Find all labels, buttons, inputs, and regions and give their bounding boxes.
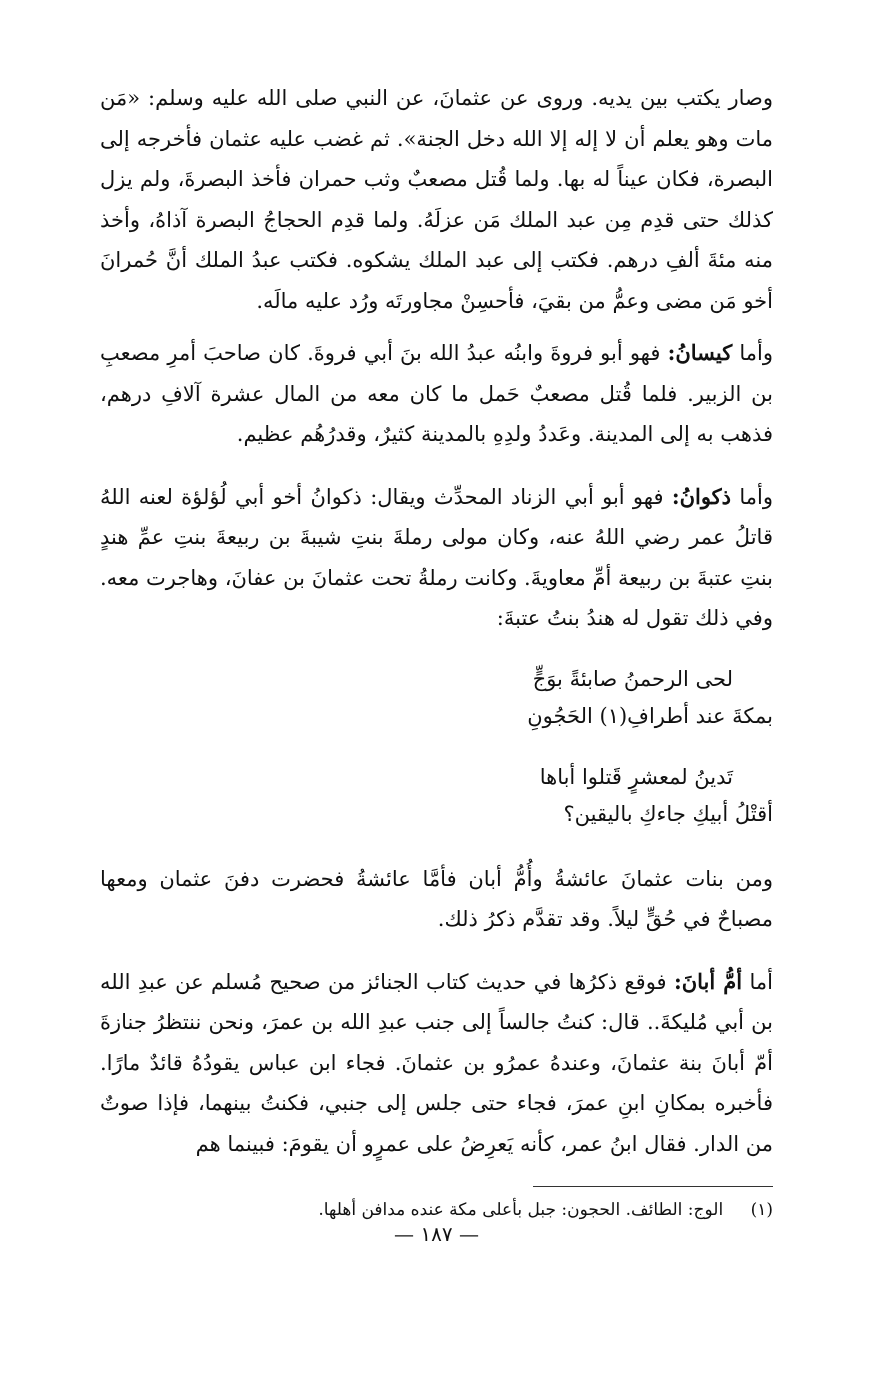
verse-first-hemistich: تَدينُ لمعشرٍ قَتلوا أباها: [539, 764, 733, 789]
poem: [100, 661, 773, 833]
paragraph-lead: أما: [749, 969, 773, 994]
person-name-dhakwan: ذكوانُ:: [671, 483, 732, 509]
paragraph-text: ومن بنات عثمانَ عائشةُ وأُمُّ أبان فأمَّا عائشةُ فحضرت دفنَ عثمان ومعها مصباحٌ في حُقٍّ ليلاً. وقد تقدَّم ذكرُ ذلك.: [100, 866, 773, 931]
paragraph-text: فهو أبو فروةَ وابنُه عبدُ الله بنَ أبي فروةَ. كان صاحبَ أمرِ مصعبِ بن الزبير. فلما قُتل مصعبٌ حَمل ما كان معه من المال عشرة آلافِ درهم، فذهب به إلى المدينة. وعَددُ ولدِهِ بالمدينة كثيرٌ، وقدرُهُم عظيم.: [100, 341, 773, 446]
paragraph-lead: وأما: [739, 484, 773, 509]
footnote-text: الوج: الطائف. الحجون: جبل بأعلى مكة عنده مدافن أهلها.: [318, 1200, 724, 1220]
paragraph-kaysan: [100, 333, 773, 455]
person-name-umm-aban: أمُّ أبانَ:: [673, 968, 743, 994]
paragraph-text: وصار يكتب بين يديه. وروى عن عثمانَ، عن النبي صلى الله عليه وسلم: «مَن مات وهو يعلم أن لا إله إلا الله دخل الجنة». ثم غضب عليه عثمان فأخرجه إلى البصرة، فكان عيناً له بها. ولما قُتل مصعبٌ وثب حمران فأخذ البصرةَ، ولم يزل كذلك حتى قدِم مِن عبد الملك مَن عزلَهُ. ولما قدِم الحجاجُ البصرة آذاهُ، وأخذ منه مئةَ ألفِ درهم. فكتب إلى عبد الملك يشكوه. فكتب عبدُ الملك أنَّ حُمرانَ أخو مَن مضى وعمُّ من بقيَ، فأحسِنْ مجاورتَه ورُد عليه مالَه.: [100, 86, 773, 313]
person-name-kaysan: كيسانُ:: [667, 340, 733, 365]
paragraph-dhakwan: [100, 477, 773, 639]
paragraph-humran: [100, 78, 773, 321]
footnote: [100, 1195, 773, 1225]
page-number: — ١٨٧ —: [394, 1222, 479, 1246]
footnote-divider: [533, 1186, 773, 1187]
verse-second-hemistich: بمكةَ عند أطرافِ(١) الحَجُونِ: [527, 703, 773, 728]
poem-verse: [100, 661, 773, 735]
verse-second-hemistich: أقتْلُ أبيكِ جاءكِ باليقين؟: [563, 801, 773, 826]
paragraph-umm-aban: [100, 962, 773, 1165]
paragraph-text: فوقع ذكرُها في حديث كتاب الجنائز من صحيح مُسلم عن عبدِ الله بن أبي مُليكةَ.. قال: كنتُ جالساً إلى جنب عبدِ الله بن عمرَ، ونحن ننتظرُ جنازةَ أمّ أبانَ بنة عثمانَ، وعندهُ عمرُو بن عثمانَ. فجاء ابن عباس يقودُهُ قائدٌ مارًا. فأخبره بمكانِ ابنِ عمرَ، فجاء حتى جلس إلى جنبي، فكنتُ بينهما، فإذا صوتٌ من الدار. فقال ابنُ عمر، كأنه يَعرِضُ على عمرٍو أن يقومَ: فبينما هم: [100, 969, 773, 1156]
paragraph-daughters: [100, 859, 773, 940]
verse-first-hemistich: لحى الرحمنُ صابئةً بوَجٍّ: [532, 666, 733, 691]
poem-verse: [100, 759, 773, 833]
paragraph-text: فهو أبو أبي الزناد المحدِّث ويقال: ذكوانُ أخو أبي لُؤلؤة لعنه اللهُ قاتلُ عمر رضي اللهُ عنه، وكان مولى رملةَ بنتِ شيبةَ بن ربيعةَ بنتِ عمِّ هندٍ بنتِ عتبةَ بن ربيعة أمِّ معاويةَ. وكانت رملةُ تحت عثمانَ بن عفانَ، وهاجرت معه. وفي ذلك تقول له هندُ بنتُ عتبةَ:: [100, 484, 773, 630]
footnote-marker: (١): [750, 1200, 773, 1220]
paragraph-lead: وأما: [739, 341, 773, 365]
